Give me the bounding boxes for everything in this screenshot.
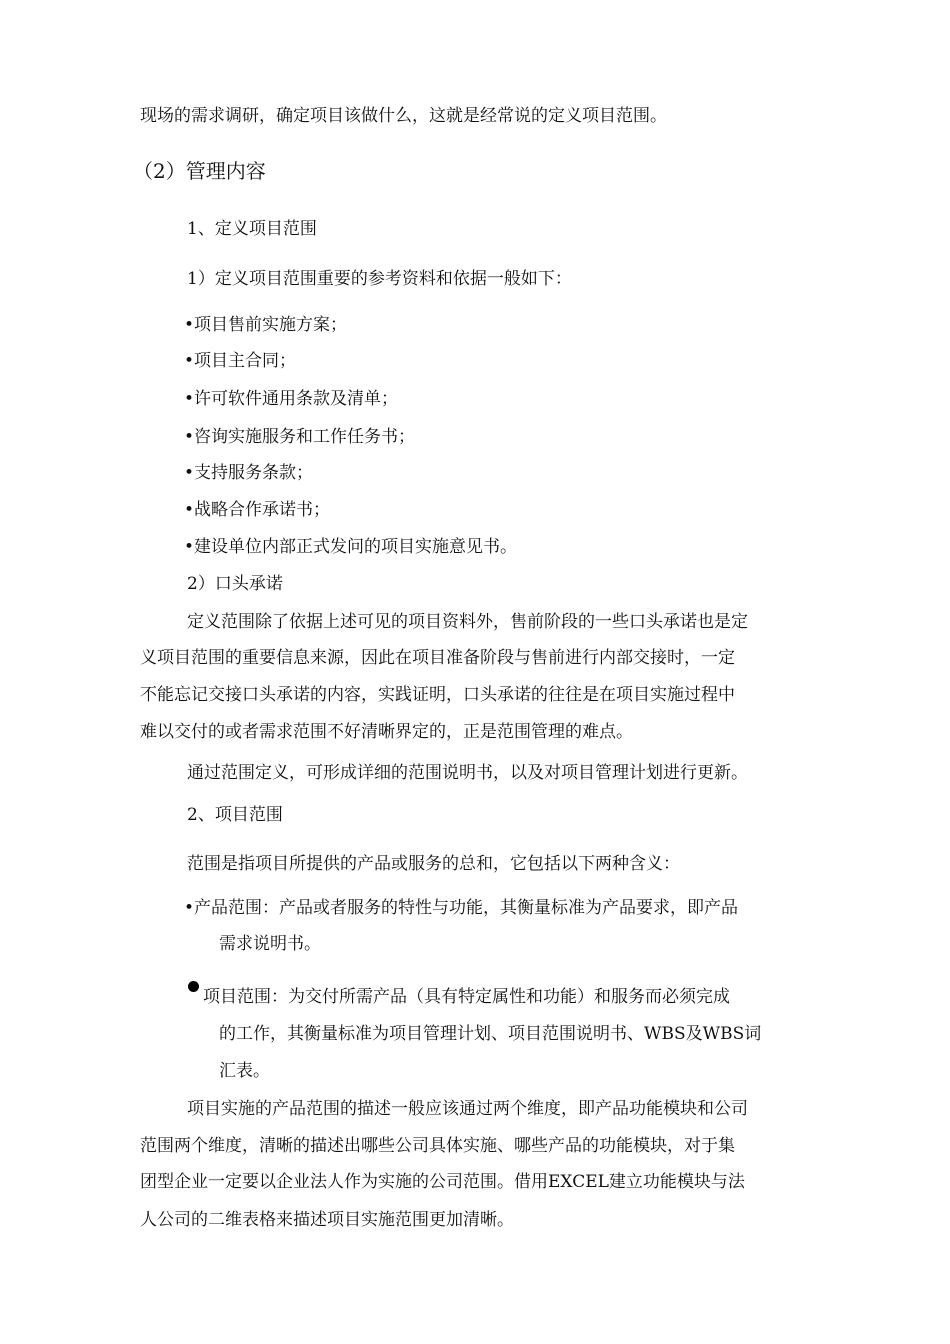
paragraph-line: 范围两个维度，清晰的描述出哪些公司具体实施、哪些产品的功能模块，对于集: [140, 1136, 735, 1156]
project-scope-line: 项目范围：为交付所需产品（具有特定属性和功能）和服务而必须完成: [203, 987, 730, 1007]
paragraph-line: 人公司的二维表格来描述项目实施范围更加清晰。: [140, 1210, 514, 1230]
paragraph-line: 难以交付的或者需求范围不好清晰界定的，正是范围管理的难点。: [140, 722, 633, 742]
item-heading: 1、定义项目范围: [187, 219, 317, 239]
project-scope-line: 汇表。: [219, 1061, 270, 1081]
reference-item: •项目主合同；: [184, 351, 297, 371]
sub-heading: 1）定义项目范围重要的参考资料和依据一般如下：: [187, 269, 572, 289]
paragraph-line: 通过范围定义，可形成详细的范围说明书，以及对项目管理计划进行更新。: [187, 763, 748, 783]
reference-item: •项目售前实施方案；: [184, 315, 348, 335]
reference-item: •建设单位内部正式发问的项目实施意见书。: [184, 537, 518, 557]
reference-item: •咨询实施服务和工作任务书；: [184, 427, 416, 447]
item-heading: 2、项目范围: [187, 805, 283, 825]
product-scope-line: 需求说明书。: [219, 934, 321, 954]
reference-item: •支持服务条款；: [184, 463, 314, 483]
paragraph-line: 范围是指项目所提供的产品或服务的总和，它包括以下两种含义：: [187, 854, 680, 874]
project-scope-line: 的工作，其衡量标准为项目管理计划、项目范围说明书、WBS及WBS词: [219, 1024, 762, 1044]
paragraph-line: 团型企业一定要以企业法人作为实施的公司范围。借用EXCEL建立功能模块与法: [140, 1172, 745, 1192]
reference-item: •许可软件通用条款及清单；: [184, 389, 399, 409]
paragraph-line: 义项目范围的重要信息来源，因此在项目准备阶段与售前进行内部交接时，一定: [140, 648, 735, 668]
reference-item: •战略合作承诺书；: [184, 500, 331, 520]
paragraph-line: 定义范围除了依据上述可见的项目资料外，售前阶段的一些口头承诺也是定: [187, 612, 748, 632]
paragraph-line: 项目实施的产品范围的描述一般应该通过两个维度，即产品功能模块和公司: [187, 1099, 748, 1119]
section-heading: （2）管理内容: [133, 159, 266, 183]
product-scope-line: •产品范围：产品或者服务的特性与功能，其衡量标准为产品要求，即产品: [184, 898, 739, 918]
text-line: 现场的需求调研，确定项目该做什么，这就是经常说的定义项目范围。: [140, 106, 667, 126]
bullet-icon: [188, 981, 199, 992]
paragraph-line: 不能忘记交接口头承诺的内容，实践证明，口头承诺的往往是在项目实施过程中: [140, 685, 735, 705]
sub-heading: 2）口头承诺: [187, 574, 283, 594]
